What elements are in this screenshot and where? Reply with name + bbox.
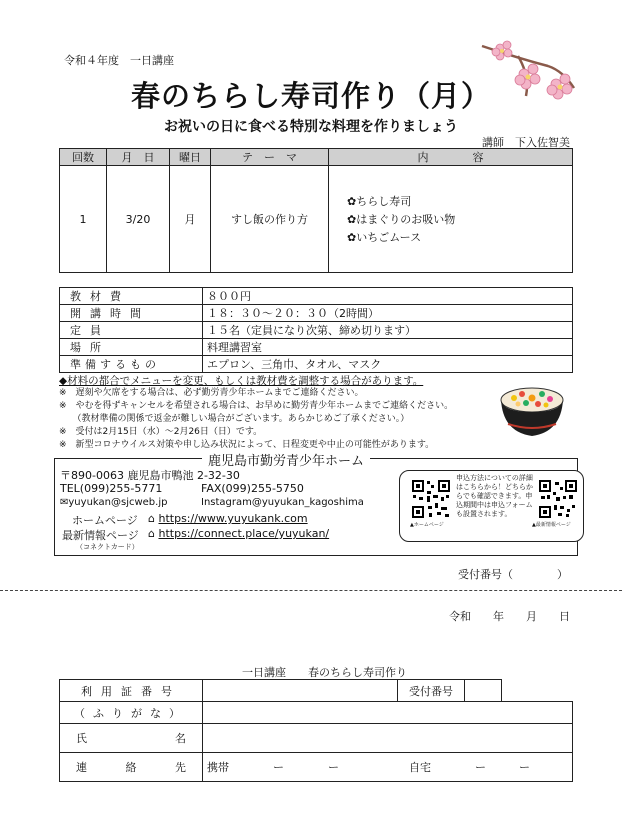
session-date: 3/20 — [107, 166, 170, 273]
home-icon: ⌂ — [148, 527, 155, 540]
list-item: ✿はまぐりのお吸い物 — [347, 213, 456, 226]
form-label: 利用証番号 — [60, 680, 203, 702]
form-date: 令和 年 月 日 — [449, 610, 570, 623]
note-line: （教材準備の関係で返金が難しい場合がございます。あらかじめご了承ください。） — [59, 414, 410, 424]
homepage-label: ホームページ — [72, 514, 138, 527]
instagram: Instagram@yuyukan_kagoshima — [201, 497, 364, 508]
session-theme: すし飯の作り方 — [211, 166, 329, 273]
col-header: 月 日 — [107, 149, 170, 166]
news-link[interactable]: https://connect.place/yuyukan/ — [158, 527, 330, 540]
empty-cell — [502, 680, 573, 702]
info-value: エプロン、三角巾、タオル、マスク — [203, 356, 573, 373]
note-line: ※ やむを得ずキャンセルを希望される場合は、お早めに勤労青少年ホームまでご連絡ください。 — [59, 401, 454, 411]
email: yuyukan@sjcweb.jp — [68, 497, 168, 508]
table-row — [60, 166, 573, 273]
id-number-field[interactable] — [203, 680, 398, 702]
flower-icon: ✿ — [347, 231, 357, 244]
info-value: １８：３０～２０：３０（2時間） — [203, 305, 573, 322]
col-header: 曜日 — [170, 149, 211, 166]
session-weekday: 月 — [170, 166, 211, 273]
info-label: 準備するもの — [60, 356, 203, 373]
qr-code-icon[interactable] — [411, 479, 451, 519]
qr-caption-news: ▲最新情報ページ — [532, 522, 571, 528]
col-header: 内 容 — [329, 149, 573, 166]
list-item: ✿いちごムース — [347, 231, 422, 244]
year-label: 令和４年度 一日講座 — [64, 54, 174, 67]
info-label: 教材費 — [60, 288, 203, 305]
fax: FAX(099)255-5750 — [201, 482, 304, 495]
session-no: 1 — [60, 166, 107, 273]
form-title: 一日講座 春のちらし寿司作り — [242, 666, 407, 679]
receipt-number-field[interactable] — [465, 680, 502, 702]
cut-line — [0, 590, 622, 591]
chirashi-sushi-illustration — [498, 380, 566, 440]
email-line — [60, 497, 167, 508]
home-phone-field[interactable]: 自宅 ー ー — [409, 761, 530, 774]
flower-icon: ✿ — [347, 195, 357, 208]
info-table — [59, 287, 573, 373]
news-sublabel: （コネクトカード） — [76, 543, 139, 551]
info-label: 場所 — [60, 339, 203, 356]
info-value: ８００円 — [203, 288, 573, 305]
form-label: 連絡先 — [60, 753, 203, 782]
info-value: １５名（定員になり次第、締め切ります） — [203, 322, 573, 339]
furigana-field[interactable] — [203, 702, 573, 724]
address: 〒890-0063 鹿児島市鴨池 2-32-30 — [60, 469, 240, 482]
home-icon: ⌂ — [148, 512, 155, 525]
col-header: 回数 — [60, 149, 107, 166]
homepage-link[interactable]: https://www.yuyukank.com — [158, 512, 308, 525]
org-name: 鹿児島市勤労青少年ホーム — [202, 450, 370, 469]
instructor: 講師 下入佐智美 — [482, 136, 570, 149]
note-line: ※ 受付は2月15日（水）～2月26日（日）です。 — [59, 427, 263, 437]
col-header: テ ー マ — [211, 149, 329, 166]
schedule-table — [59, 148, 573, 273]
mail-icon: ✉ — [60, 497, 69, 508]
list-item: ✿ちらし寿司 — [347, 195, 412, 208]
form-label: （ふりがな） — [60, 702, 203, 724]
flower-icon: ✿ — [347, 213, 357, 226]
news-link-row — [148, 527, 329, 540]
homepage-link-row — [148, 512, 308, 525]
qr-caption-homepage: ▲ホームページ — [410, 522, 444, 528]
page-title: 春のちらし寿司作り（月） — [130, 79, 491, 113]
info-label: 開講時間 — [60, 305, 203, 322]
qr-code-icon[interactable] — [538, 479, 578, 519]
notice-text: ◆材料の都合でメニューを変更、もしくは教材費を調整する場合があります。 — [59, 375, 424, 387]
menu-cell — [329, 166, 573, 273]
tel: TEL(099)255-5771 — [60, 482, 163, 495]
note-line: ※ 新型コロナウイルス対策や申し込み状況によって、日程変更や中止の可能性があります。 — [59, 440, 435, 450]
contact-field[interactable] — [203, 753, 573, 782]
name-field[interactable] — [203, 724, 573, 753]
note-line: ※ 遅刻や欠席をする場合は、必ず勤労青少年ホームまでご連絡ください。 — [59, 388, 364, 398]
news-label: 最新情報ページ — [62, 529, 139, 542]
receipt-number: 受付番号（ ） — [458, 568, 568, 581]
form-label: 受付番号 — [398, 680, 465, 702]
info-value: 料理講習室 — [203, 339, 573, 356]
subtitle: お祝いの日に食べる特別な料理を作りましょう — [164, 119, 458, 135]
info-label: 定員 — [60, 322, 203, 339]
notes-list — [59, 387, 453, 452]
qr-description: 申込方法についての詳細はこちらから！どちらからでも確認できます。申込期間中は申込フォームも設置されます。 — [456, 474, 533, 518]
plum-blossom-illustration — [478, 36, 578, 111]
application-form — [59, 679, 573, 782]
form-label: 氏名 — [60, 724, 203, 753]
mobile-field[interactable]: 携帯 ー ー — [207, 761, 339, 774]
